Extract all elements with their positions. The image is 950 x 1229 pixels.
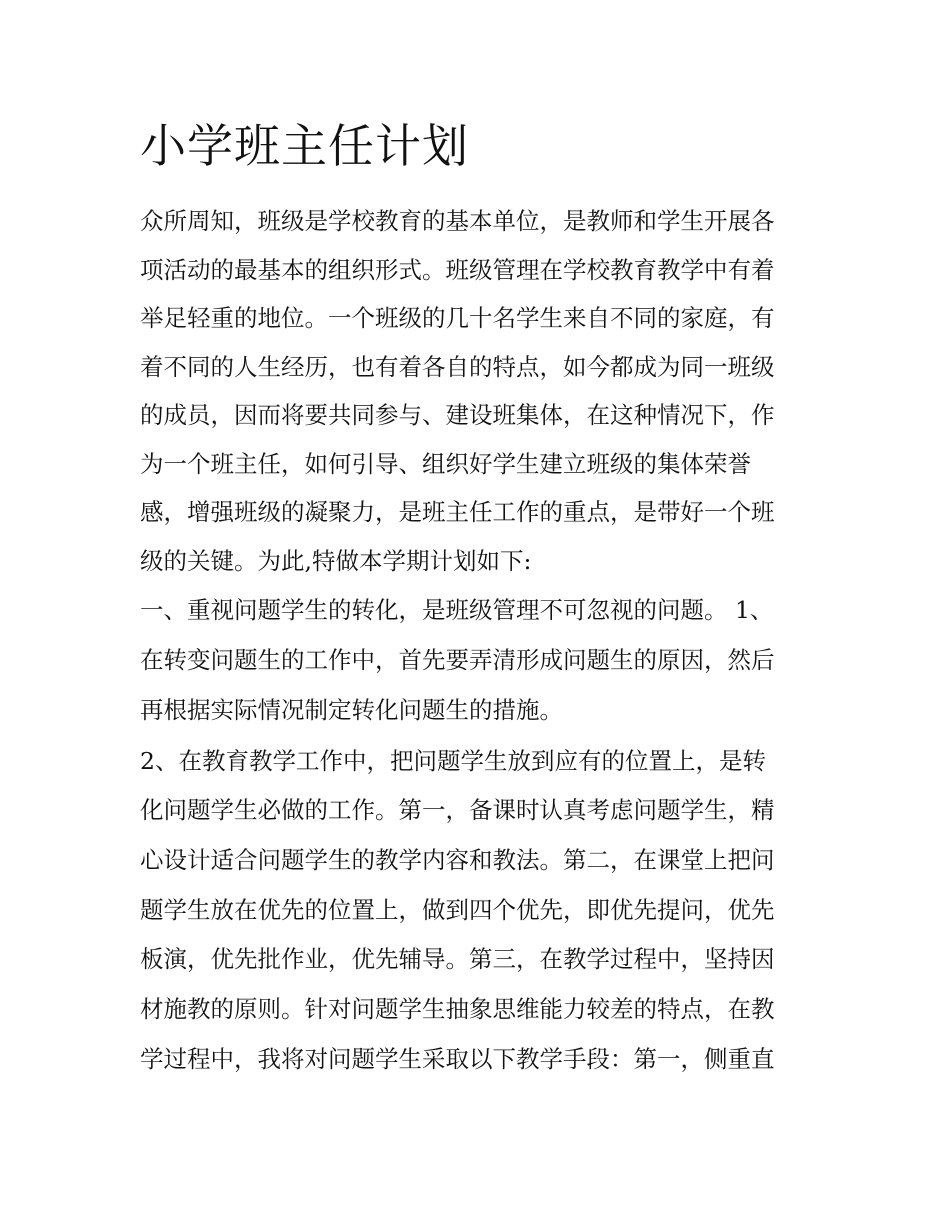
text-line-5: 的成员，因而将要共同参与、建设班集体，在这种情况下，作	[140, 401, 775, 429]
text-line-4: 着不同的人生经历，也有着各自的特点，如今都成为同一班级	[140, 353, 775, 381]
text-line-16: 板演，优先批作业，优先辅导。第三，在教学过程中，坚持因	[140, 945, 775, 973]
text-line-1: 众所周知，班级是学校教育的基本单位，是教师和学生开展各	[140, 207, 775, 235]
text-line-17: 材施教的原则。针对问题学生抽象思维能力较差的特点，在教	[140, 995, 775, 1023]
text-line-9: 一、重视问题学生的转化，是班级管理不可忽视的问题。 1、	[140, 596, 774, 624]
document-title: 小学班主任计划	[140, 119, 469, 173]
text-line-12: 2、在教育教学工作中，把问题学生放到应有的位置上，是转	[140, 747, 766, 775]
text-line-2: 项活动的最基本的组织形式。班级管理在学校教育教学中有着	[140, 256, 775, 284]
text-line-10: 在转变问题生的工作中，首先要弄清形成问题生的原因，然后	[140, 646, 775, 674]
text-line-13: 化问题学生必做的工作。第一，备课时认真考虑问题学生，精	[140, 796, 775, 824]
text-line-18: 学过程中，我将对问题学生采取以下教学手段：第一，侧重直	[140, 1045, 775, 1073]
text-line-3: 举足轻重的地位。一个班级的几十名学生来自不同的家庭，有	[140, 304, 775, 332]
text-line-8: 级的关键。为此,特做本学期计划如下:	[140, 547, 532, 575]
text-line-7: 感，增强班级的凝聚力，是班主任工作的重点，是带好一个班	[140, 498, 775, 526]
text-line-6: 为一个班主任，如何引导、组织好学生建立班级的集体荣誉	[140, 450, 751, 478]
text-line-11: 再根据实际情况制定转化问题生的措施。	[140, 696, 563, 724]
text-line-14: 心设计适合问题学生的教学内容和教法。第二，在课堂上把问	[140, 846, 775, 874]
text-line-15: 题学生放在优先的位置上，做到四个优先，即优先提问，优先	[140, 896, 775, 924]
